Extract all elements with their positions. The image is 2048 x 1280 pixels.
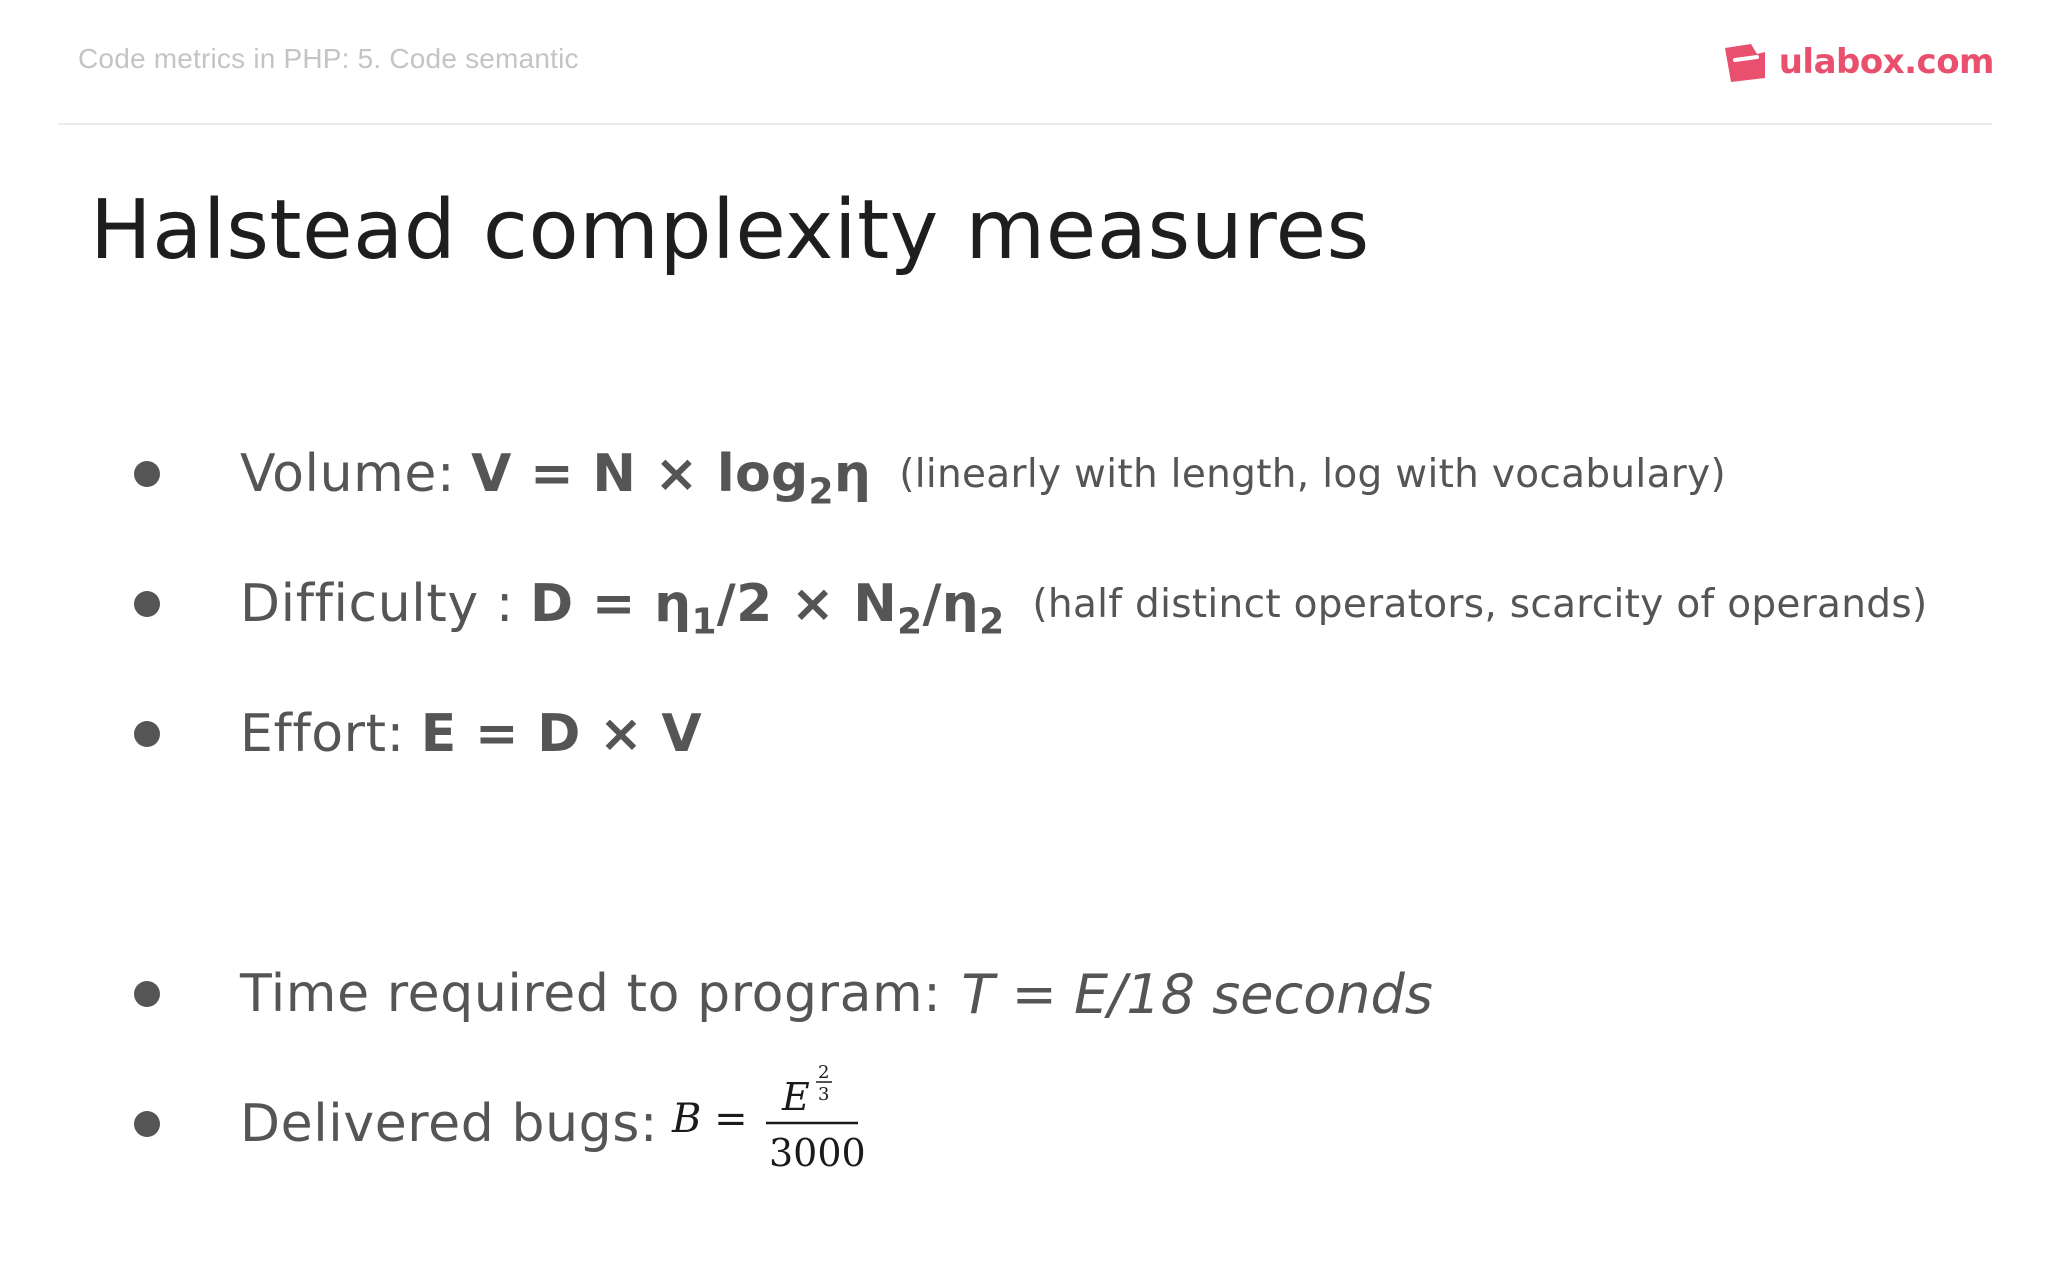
difficulty-formula: $D = \eta_1/2 \times N_2/\eta_2$ xyxy=(529,574,1005,643)
bugs-formula-lhs: B = xyxy=(672,1096,748,1142)
effort-formula: E = D × V xyxy=(420,704,702,764)
bugs-formula-exp-num: 2 xyxy=(818,1062,830,1083)
bullet-dot xyxy=(134,981,160,1007)
difficulty-term: Difficulty : xyxy=(240,574,514,634)
time-formula: T = E/18 seconds xyxy=(961,962,1433,1026)
effort-term: Effort: xyxy=(240,704,405,764)
deck-title: Code metrics in PHP: 5. Code semantic xyxy=(78,43,579,74)
bugs-formula xyxy=(666,1048,866,1178)
bugs-formula-denominator: 3000 xyxy=(769,1131,866,1175)
bugs-formula-exp-den: 3 xyxy=(818,1084,830,1105)
bullet-bugs xyxy=(132,1084,658,1164)
header-divider xyxy=(58,123,1992,125)
bullet-dot xyxy=(134,591,160,617)
difficulty-note: (half distinct operators, scarcity of operands) xyxy=(1032,581,1928,627)
bugs-term: Delivered bugs: xyxy=(240,1094,659,1154)
bullet-effort xyxy=(132,694,702,774)
bullet-dot xyxy=(134,461,160,487)
time-term: Time required to program: xyxy=(240,964,942,1024)
bullet-volume xyxy=(132,434,1726,514)
slide-title: Halstead complexity measures xyxy=(90,183,1370,278)
bullet-dot xyxy=(134,1111,160,1137)
logo-text: ulabox.com xyxy=(1778,42,1994,82)
ulabox-logo[interactable] xyxy=(1721,34,1994,90)
bullet-dot xyxy=(134,721,160,747)
volume-note: (linearly with length, log with vocabulary) xyxy=(899,451,1726,497)
bugs-formula-numerator: E xyxy=(782,1075,810,1119)
volume-formula: $V = N \times \log_2\eta$ xyxy=(471,444,872,513)
bullet-time xyxy=(132,954,1433,1034)
ulabox-box-icon xyxy=(1721,38,1769,86)
volume-term: Volume: xyxy=(240,444,456,504)
bullet-difficulty xyxy=(132,564,1927,644)
